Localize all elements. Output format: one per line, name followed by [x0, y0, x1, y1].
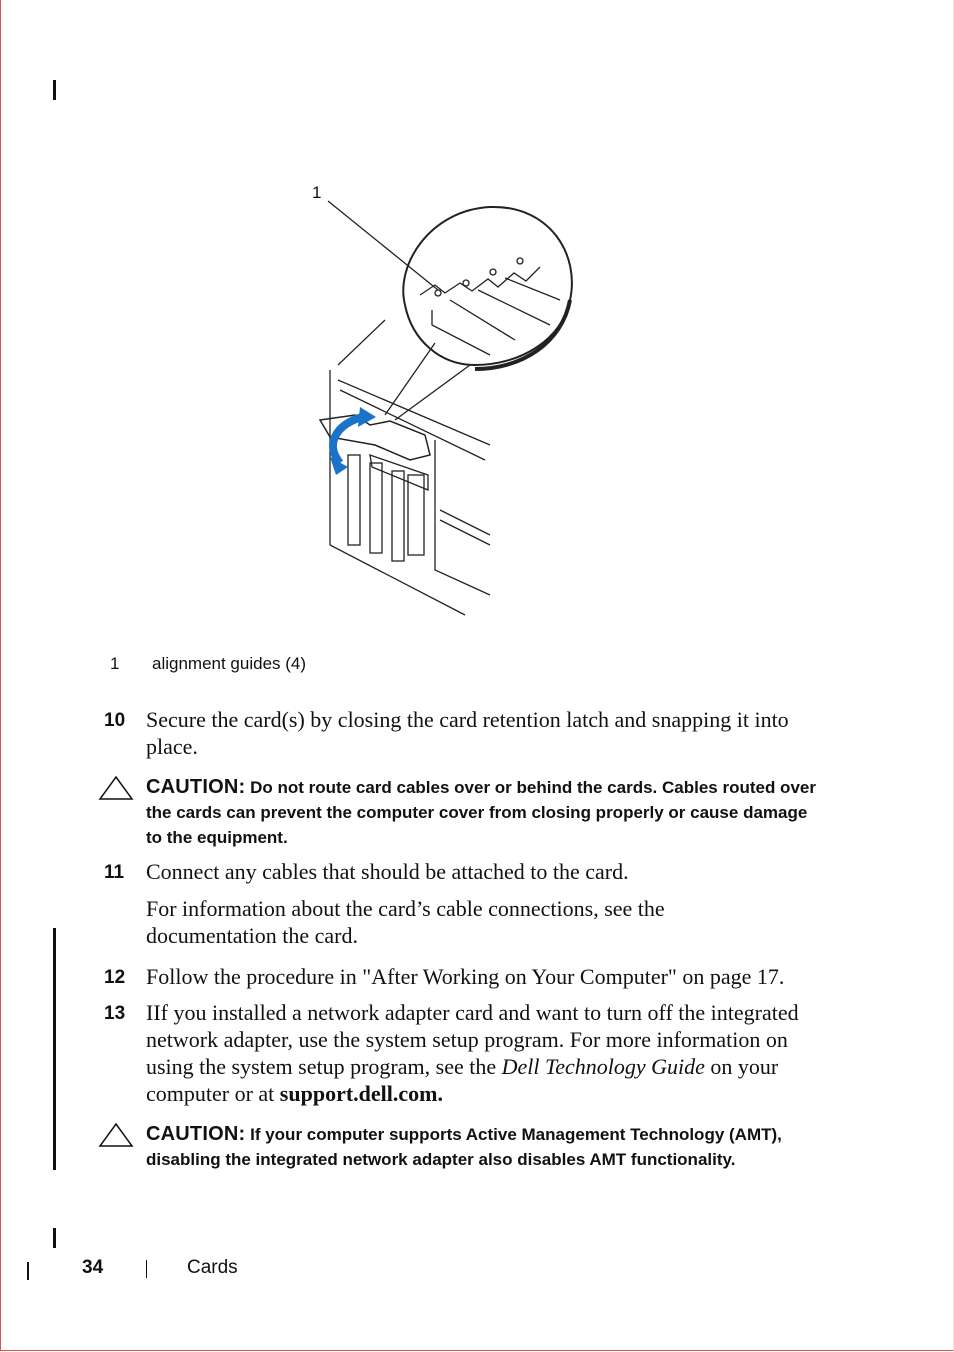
step-text: Follow the procedure in "After Working on Your Computer" on page 17. — [146, 964, 785, 989]
caution-text: Do not route card cables over or behind the cards. Cables routed over the cards can prevent the computer cover from closing properly or cause damage to the equipment. — [146, 778, 816, 847]
step-text-part: IIf you installed a network adapter card and want to turn off the integrated network adapter, use the system setup program. For more information on using the system setup program, see the — [146, 1000, 799, 1079]
crop-mark-bottom — [53, 1228, 56, 1248]
card-retention-illustration — [300, 175, 600, 625]
caution-triangle-icon — [98, 775, 134, 801]
support-link[interactable]: support.dell.com. — [279, 1081, 443, 1106]
change-bar — [53, 928, 56, 1170]
caution-text: If your computer supports Active Management Technology (AMT), disabling the integrated network adapter also disables AMT functionality. — [146, 1125, 782, 1169]
caution-triangle-icon — [98, 1122, 134, 1148]
page-number: 34 — [82, 1257, 104, 1278]
step-number: 11 — [104, 862, 125, 883]
footer-section: Cards — [187, 1257, 238, 1278]
step-number: 13 — [104, 1003, 126, 1024]
step-11-paragraph: For information about the card’s cable connections, see the documentation the card. — [146, 896, 665, 948]
figure-legend — [110, 654, 306, 674]
step-text: Connect any cables that should be attached to the card. — [146, 859, 629, 884]
crop-mark-top — [53, 80, 56, 100]
caution-label: CAUTION: — [146, 776, 246, 798]
step-text: Secure the card(s) by closing the card retention latch and snapping it into place. — [146, 707, 789, 759]
step-number: 12 — [104, 967, 126, 988]
figure-callout-number: 1 — [312, 183, 322, 202]
crop-mark-footer — [27, 1262, 29, 1280]
step-text — [146, 999, 826, 1107]
caution-label: CAUTION: — [146, 1123, 246, 1145]
guide-title: Dell Technology Guide — [501, 1054, 705, 1079]
legend-label: alignment guides (4) — [152, 654, 307, 673]
step-number: 10 — [104, 710, 126, 731]
callout-leader-line — [328, 201, 438, 290]
legend-number: 1 — [110, 654, 120, 673]
footer-separator — [146, 1260, 147, 1278]
step-text-part: on your computer or at — [146, 1054, 779, 1106]
